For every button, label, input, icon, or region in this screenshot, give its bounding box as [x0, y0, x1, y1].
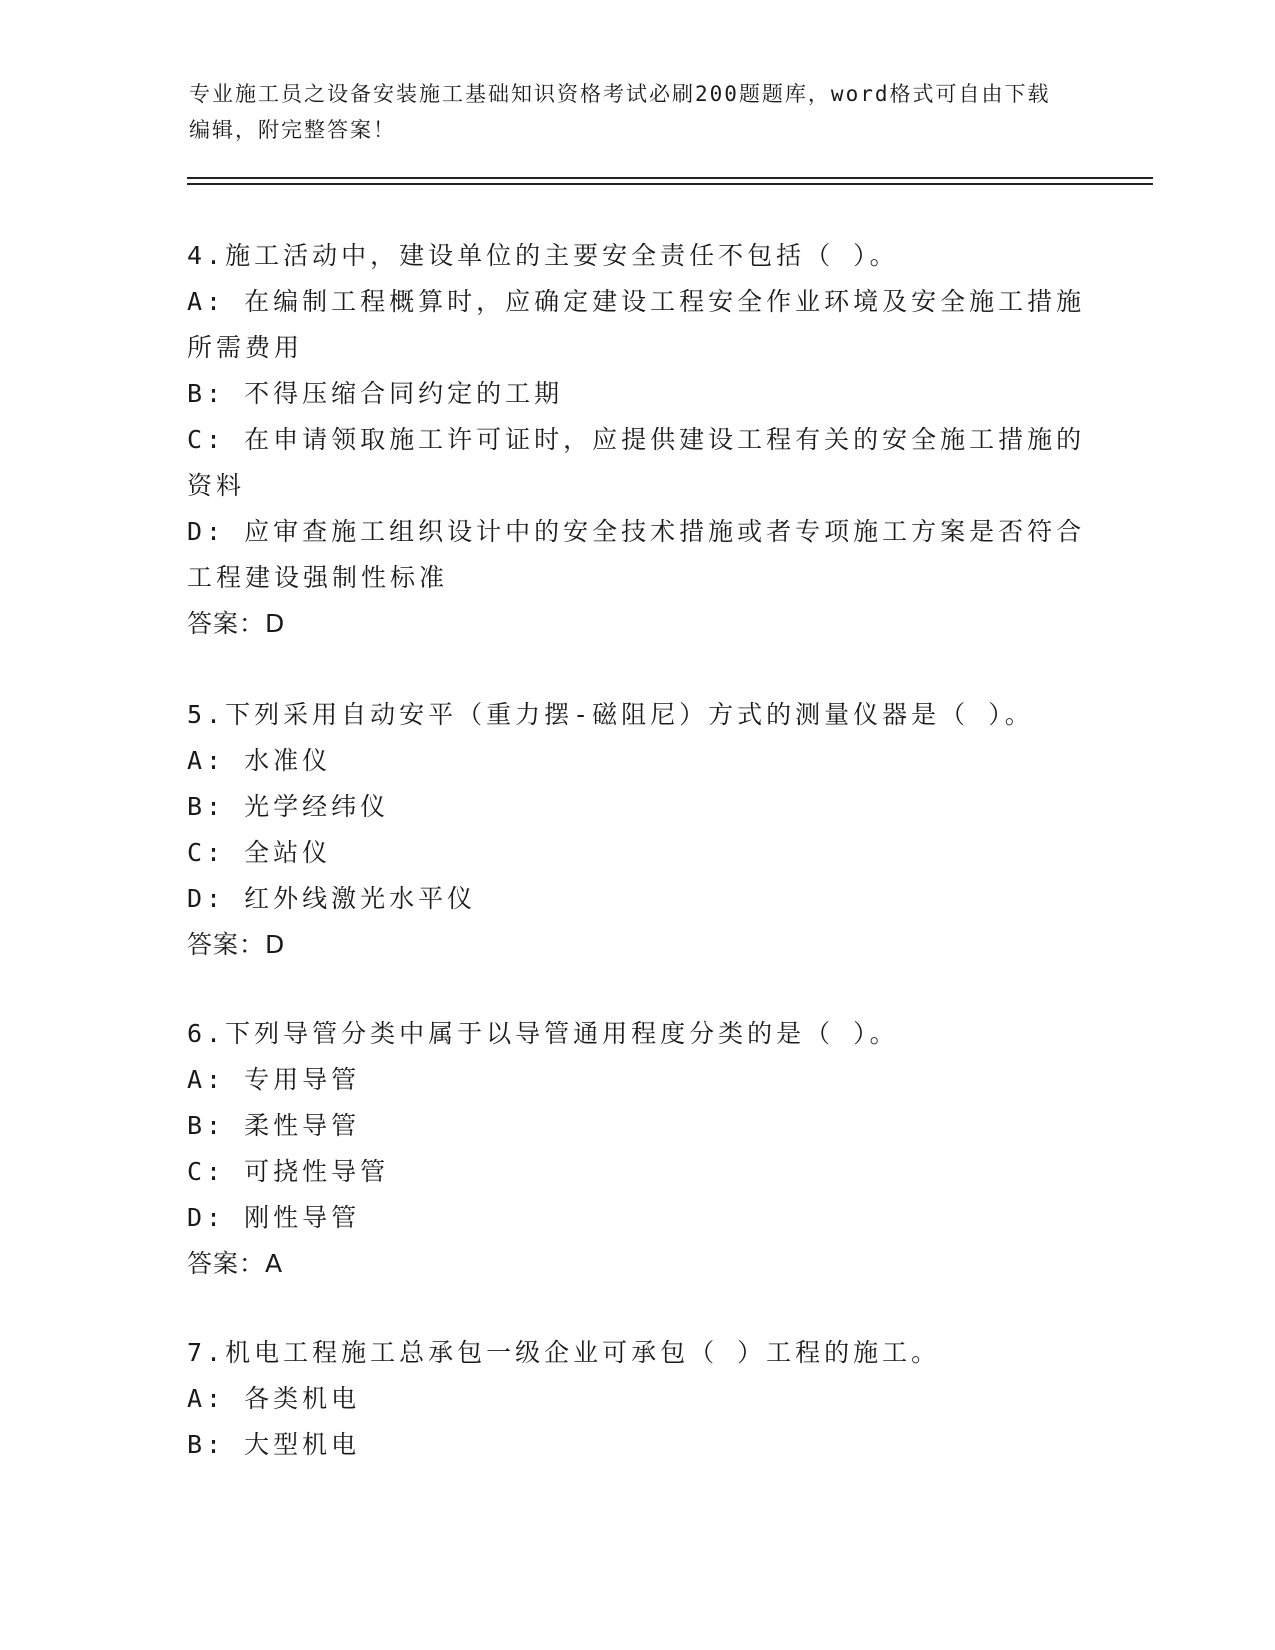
- option-d: D: 刚性导管: [187, 1203, 361, 1232]
- question-block: [187, 1011, 1087, 1287]
- option-b: B: 柔性导管: [187, 1111, 361, 1140]
- header-divider-top: [187, 177, 1153, 179]
- question-stem: 5.下列采用自动安平（重力摆-磁阻尼）方式的测量仪器是（ ）。: [187, 700, 1034, 729]
- option-b: B: 大型机电: [187, 1430, 361, 1459]
- option-b: B: 不得压缩合同约定的工期: [187, 379, 564, 408]
- answer-line: 答案：D: [187, 930, 286, 959]
- header-note: 专业施工员之设备安装施工基础知识资格考试必刷200题题库，word格式可自由下载编辑，附完整答案！: [189, 82, 1051, 142]
- header-divider-bottom: [187, 183, 1153, 185]
- question-block: [187, 233, 1087, 647]
- question-block: [187, 692, 1087, 968]
- option-c: C: 全站仪: [187, 838, 332, 867]
- option-c: C: 可挠性导管: [187, 1157, 390, 1186]
- answer-line: 答案：A: [187, 1249, 284, 1278]
- question-stem: 6.下列导管分类中属于以导管通用程度分类的是（ ）。: [187, 1019, 899, 1048]
- option-c: C: 在申请领取施工许可证时，应提供建设工程有关的安全施工措施的资料: [187, 425, 1086, 500]
- option-a: A: 在编制工程概算时，应确定建设工程安全作业环境及安全施工措施所需费用: [187, 287, 1086, 362]
- option-d: D: 红外线激光水平仪: [187, 884, 477, 913]
- question-stem: 4.施工活动中，建设单位的主要安全责任不包括（ ）。: [187, 241, 899, 270]
- question-block: [187, 1330, 1087, 1468]
- option-a: A: 各类机电: [187, 1384, 361, 1413]
- option-b: B: 光学经纬仪: [187, 792, 390, 821]
- option-a: A: 专用导管: [187, 1065, 361, 1094]
- question-stem: 7.机电工程施工总承包一级企业可承包（ ）工程的施工。: [187, 1338, 941, 1367]
- option-a: A: 水准仪: [187, 746, 332, 775]
- answer-line: 答案：D: [187, 609, 286, 638]
- option-d: D: 应审查施工组织设计中的安全技术措施或者专项施工方案是否符合工程建设强制性标准: [187, 517, 1086, 592]
